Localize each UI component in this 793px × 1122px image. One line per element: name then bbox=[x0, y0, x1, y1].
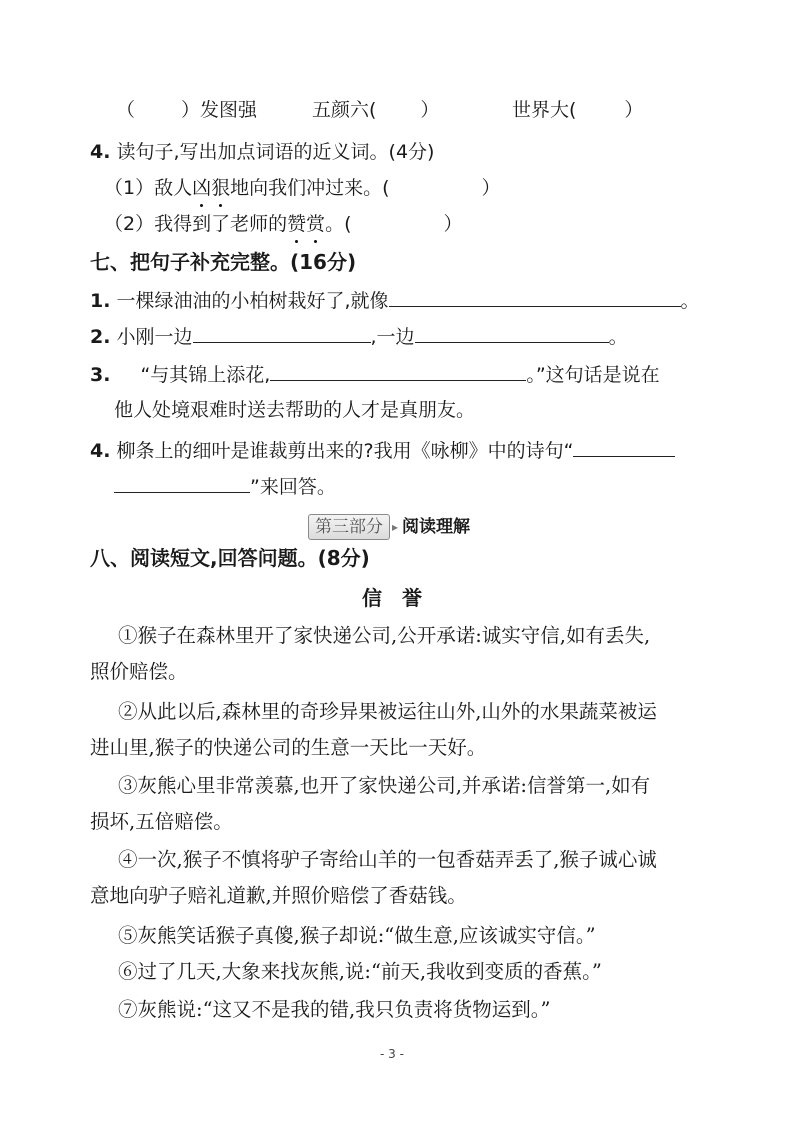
s7-item-2-blank-1[interactable] bbox=[193, 322, 371, 343]
s7-item-4-number: 4. bbox=[90, 440, 111, 462]
q4-s1-dotted-char-1: 凶 bbox=[192, 174, 211, 202]
para-3-line-2: 损坏,五倍赔偿。 bbox=[90, 810, 233, 833]
s7-item-2 bbox=[90, 322, 628, 351]
blank-paren-1-open[interactable]: （ bbox=[116, 99, 136, 121]
s7-item-4-cont-text: ”来回答。 bbox=[250, 476, 336, 498]
s7-item-4 bbox=[90, 436, 675, 465]
q4-sentence-2 bbox=[104, 210, 463, 238]
q4-s1-close: ） bbox=[481, 177, 501, 199]
s7-item-1 bbox=[90, 286, 700, 315]
q4-s2-dotted-char-1: 赞 bbox=[287, 210, 306, 238]
idiom-1-text: ）发图强 bbox=[181, 99, 258, 121]
para-4-line-2: 意地向驴子赔礼道歉,并照价赔偿了香菇钱。 bbox=[90, 884, 467, 907]
q4-s2-post: 。( bbox=[325, 213, 352, 235]
para-1-line-2: 照价赔偿。 bbox=[90, 660, 188, 683]
q4-s2-close: ） bbox=[443, 213, 463, 235]
s7-item-1-number: 1. bbox=[90, 290, 111, 312]
section-8-title: 八、阅读短文,回答问题。(8分) bbox=[90, 546, 370, 570]
chevron-right-icon: ▸ bbox=[392, 519, 399, 534]
q3-idiom-3 bbox=[512, 96, 643, 124]
s7-item-1-text: 一棵绿油油的小柏树栽好了,就像 bbox=[116, 290, 389, 312]
s7-item-3-continuation: 他人处境艰难时送去帮助的人才是真朋友。 bbox=[114, 399, 476, 421]
s7-item-2-text-a: 小刚一边 bbox=[116, 326, 193, 348]
idiom-3-text: 世界大( bbox=[512, 99, 577, 121]
q4-prompt bbox=[90, 138, 434, 166]
idiom-3-close[interactable]: ） bbox=[624, 99, 644, 121]
s7-item-3-text-b: 。”这句话是说在 bbox=[526, 364, 660, 386]
q4-s1-pre: （1）敌人 bbox=[104, 177, 193, 199]
para-7: ⑦灰熊说:“这又不是我的错,我只负责将货物运到。” bbox=[118, 998, 551, 1021]
s7-item-1-blank[interactable] bbox=[389, 286, 681, 307]
q4-s1-post: 地向我们冲过来。( bbox=[230, 177, 390, 199]
q4-s2-dotted-char-2: 赏 bbox=[306, 210, 325, 238]
part-3-header bbox=[308, 512, 470, 541]
s7-item-4-blank-1[interactable] bbox=[573, 436, 675, 457]
s7-item-4-text: 柳条上的细叶是谁裁剪出来的?我用《咏柳》中的诗句“ bbox=[116, 440, 574, 462]
para-6: ⑥过了几天,大象来找灰熊,说:“前天,我收到变质的香蕉。” bbox=[118, 960, 602, 983]
para-3-line-1: ③灰熊心里非常羡慕,也开了家快递公司,并承诺:信誉第一,如有 bbox=[118, 774, 651, 797]
para-5: ⑤灰熊笑话猴子真傻,猴子却说:“做生意,应该诚实守信。” bbox=[118, 924, 596, 947]
idiom-2-close[interactable]: ） bbox=[420, 99, 440, 121]
s7-item-2-number: 2. bbox=[90, 326, 111, 348]
s7-item-3-text-a: “与其锦上添花, bbox=[140, 364, 271, 386]
section-7-title: 七、把句子补充完整。(16分) bbox=[90, 250, 357, 274]
part-3-badge: 第三部分 bbox=[308, 514, 390, 540]
story-title: 信 誉 bbox=[362, 586, 422, 610]
para-2-line-1: ②从此以后,森林里的奇珍异果被运往山外,山外的水果蔬菜被运 bbox=[118, 700, 657, 723]
q3-idiom-2 bbox=[312, 96, 439, 124]
s7-item-4-continuation bbox=[114, 472, 336, 501]
q4-prompt-text: 读句子,写出加点词语的近义词。(4分) bbox=[116, 141, 435, 163]
q4-number: 4. bbox=[90, 141, 111, 163]
idiom-2-text: 五颜六( bbox=[312, 99, 377, 121]
q4-s2-pre: （2）我得到了老师的 bbox=[104, 213, 288, 235]
para-1-line-1: ①猴子在森林里开了家快递公司,公开承诺:诚实守信,如有丢失, bbox=[118, 624, 651, 647]
s7-item-2-blank-2[interactable] bbox=[415, 322, 609, 343]
s7-item-2-text-b: ,一边 bbox=[370, 326, 415, 348]
s7-item-2-end: 。 bbox=[608, 326, 628, 348]
q4-s1-dotted-char-2: 狠 bbox=[211, 174, 230, 202]
para-2-line-2: 进山里,猴子的快递公司的生意一天比一天好。 bbox=[90, 736, 487, 759]
para-4-line-1: ④一次,猴子不慎将驴子寄给山羊的一包香菇弄丢了,猴子诚心诚 bbox=[118, 848, 657, 871]
s7-item-3-blank[interactable] bbox=[270, 360, 526, 381]
s7-item-3 bbox=[90, 360, 660, 389]
part-3-title: 阅读理解 bbox=[402, 517, 471, 537]
q4-sentence-1 bbox=[104, 174, 501, 202]
s7-item-4-blank-2[interactable] bbox=[114, 472, 250, 493]
q3-idiom-line bbox=[116, 96, 257, 124]
s7-item-3-number: 3. bbox=[90, 364, 111, 386]
s7-item-1-end: 。 bbox=[680, 290, 700, 312]
page-number: - 3 - bbox=[380, 1047, 404, 1061]
